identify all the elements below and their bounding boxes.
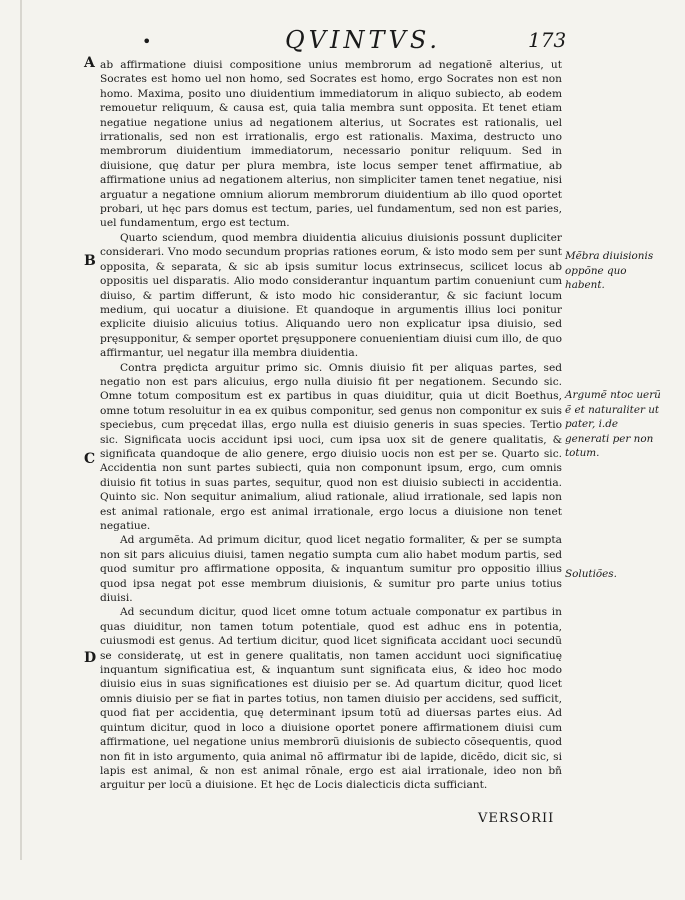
paragraph: Contra prędicta arguitur primo sic. Omnis diuisio fit per aliquas partes, sed negatio non est pars alicuius, ergo nulla diuisio fit per negationem. Secundo sic. Omne totum compositum est ex partibus in quas diuiditur, quia ut dicit Boethus, omne totum resoluitur in ea ex quibus componitur, sed genus non componitur ex suis speciebus, cum pręcedat illas, ergo nulla est diuisio generis in suas species. Tertio sic. Significata uocis accidunt ipsi uoci, cum ipsa uox sit de genere qualitatis, & significata quandoque de alio genere, ergo diuisio uocis non est per se. Quarto sic. Accidentia non sunt partes subiecti, quia non componunt ipsum, ergo, cum omnis diuisio fit totius in suas partes, sequitur, quod non est diuisio subiecti in accidentia. Quinto sic. Non sequitur animalium, aliud rationale, aliud irrationale, sed lapis non est animal rationale, ergo est animal irrationale, ergo locus a diuisione non tenet negatiue. — [100, 361, 562, 532]
header-title: QVINTVS. — [285, 26, 442, 54]
header-ornament: • — [142, 32, 152, 51]
marginal-note: Argumẽ ntoc uerũ ẽ et naturaliter ut pater, i.de generati per non totum. — [565, 389, 661, 460]
page-gutter-shadow — [20, 0, 22, 860]
paragraph: Ad argumẽta. Ad primum dicitur, quod licet negatio formaliter, & per se sumpta non sit pars alicuius diuisi, tamen negatio sumpta cum alio habet modum partis, sed quod sumitur pro affirmatione opposita, & inquantum sumitur pro oppositio illius quod ipsa negat pot esse membrum diuisionis, & sumitur pro parte unius totius diuisi. — [100, 534, 562, 605]
marginal-note: Solutiões. — [565, 568, 617, 580]
paragraph: ab affirmatione diuisi compositione unius membrorum ad negationẽ alterius, ut Socrates est homo uel non homo, sed Socrates est homo, ergo Socrates non est non homo. Maxima, posito uno diuidentium immediatorum in aliquo subiecto, ab eodem remouetur reliquum, & causa est, quia talia membra sunt opposita. Et tenet etiam negatiue negatione unius ad negationem alterius, ut Socrates est rationalis, uel irrationalis, sed non est irrationalis, ergo est rationalis. Maxima, destructo uno membrorum diuidentium immediatorum, necessario ponitur reliquum. Sed in diuisione, quę datur per plura membra, iste locus semper tenet affirmatiue, ab affirmatione unius ad negationem alterius, non simpliciter tamen tenet negatiue, nisi arguatur a negatione omnium aliorum membrorum diuidentium ab illo quod oportet probari, ut hęc pars domus est tectum, paries, uel fundamentum, sed non est paries, uel fundamentum, ergo est tectum. — [100, 59, 562, 230]
margin-letter-a: A — [84, 55, 95, 71]
margin-letter-c: C — [84, 451, 96, 467]
margin-letter-d: D — [84, 650, 97, 666]
catchword: VERSORII — [478, 811, 555, 826]
page-number: 173 — [528, 28, 567, 52]
running-header — [80, 26, 640, 58]
paragraph: Quarto sciendum, quod membra diuidentia alicuius diuisionis possunt dupliciter considerari. Vno modo secundum proprias rationes eorum, & isto modo sem per sunt opposita, & separata, & sic ab ipsis sumitur locus extrinsecus, scilicet locus ab oppositis uel disparatis. Alio modo considerantur inquantum partim conueniunt cum diuiso, & partim differunt, & isto modo hic considerantur, & sic faciunt locum medium, qui uocatur a diuisione. Et quandoque in argumentis illius loci ponitur explicite diuisio alicuius totius. Aliquando uero non explicatur ipsa diuisio, sed pręsupponitur, & semper oportet pręsupponere conuenientiam diuisi cum illo, de quo affirmantur, uel negatur illa membra diuidentia. — [100, 231, 562, 360]
marginal-note: Mẽbra diuisionis oppõne quo habent. — [565, 250, 654, 292]
main-text-block — [100, 58, 562, 793]
margin-letter-b: B — [84, 253, 96, 269]
paragraph: Ad secundum dicitur, quod licet omne totum actuale componatur ex partibus in quas diuiditur, non tamen totum potentiale, quod est adhuc ens in potentia, cuiusmodi est genus. Ad tertium dicitur, quod licet significata accidant uoci secundũ se consideratę, ut est in genere qualitatis, non tamen accidunt uoci significatiuę inquantum significatiua est, & inquantum sunt significata eius, & ideo hoc modo diuisio eius in suas significationes est diuisio per se. Ad quartum dicitur, quod licet omnis diuisio per se fiat in partes totius, non tamen diuisio per accidens, sed sufficit, quod fiat per accidentia, quę determinant ipsum totũ ad diuersas partes eius. Ad quintum dicitur, quod in loco a diuisione oportet ponere affirmationem diuisi cum affirmatione, uel negatione unius membrorũ diuisionis de subiecto cõsequentis, quod non fit in isto argumento, quia animal nõ affirmatur ibi de lapide, dicẽdo, dicit sic, si lapis est animal, & non est animal rõnale, ergo est aial irrationale, ideo non bñ arguitur per locũ a diuisione. Et hęc de Locis dialecticis dicta sufficiant. — [100, 606, 562, 792]
